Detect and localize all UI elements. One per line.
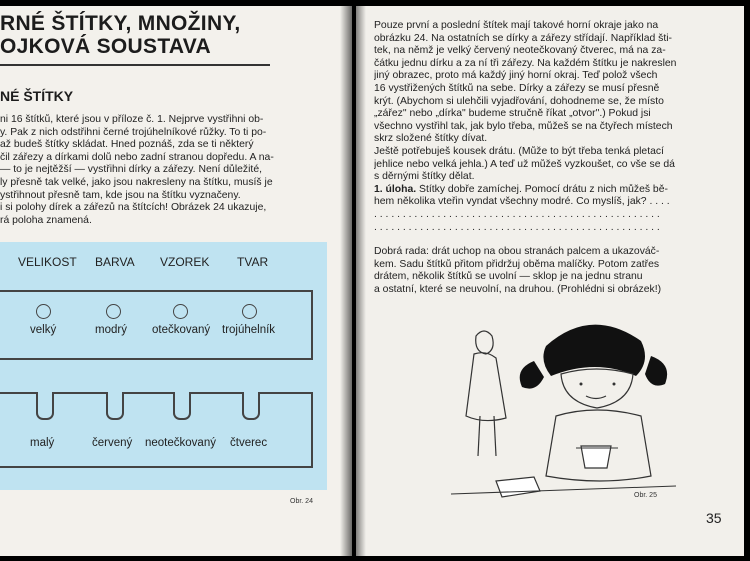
dotted-answer-line: . . . . . . . . . . . . . . . . . . . . . . . . . . . . . . . . . . . . . . . . . . . . . . . . . . [374, 208, 660, 220]
right-page [356, 6, 744, 556]
text-line: tek, na němž je velký červený neotečkovaný čtverec, má na za- [374, 45, 666, 57]
text-line: — to je nejtěžší — vystřihni dírky a zářezy. Není důležité, [0, 164, 262, 176]
page-number: 35 [706, 510, 722, 526]
card-top-edge [0, 290, 312, 292]
notch-icon [242, 392, 260, 420]
hole-icon [242, 304, 257, 319]
text-line: ly přesně tak velké, jako jsou nakresleny na štítku, musíš je [0, 176, 273, 188]
title-divider [0, 64, 270, 66]
right-text [374, 20, 738, 296]
card-right-edge [311, 290, 313, 360]
left-paragraph [0, 114, 330, 227]
text-line: „zářez" nebo „dírka" budeme stručně říkat „otvor".) Pokud jsi [374, 108, 651, 120]
book-gutter [340, 0, 366, 561]
notch-icon [173, 392, 191, 420]
text-line: ni 16 štítků, které jsou v příloze č. 1. Nejprve vystřihni ob- [0, 114, 264, 125]
hole-icon [106, 304, 121, 319]
dotted-answer-line: . . . . . . . . . . . . . . . . . . . . . . . . . . . . . . . . . . . . . . . . . . . . . . . . . . [374, 221, 660, 233]
text-line: ystřihnout přesně tam, kde jsou na štítku vyznačeny. [0, 189, 241, 201]
text-line: jiný obrazec, proto má každý jiný horní okraj. Teď polož všech [374, 70, 658, 82]
text-line: Ještě potřebuješ kousek drátu. (Může to být třeba tenká pletací [374, 145, 664, 157]
text-line: skrz složené štítky dívat. [374, 133, 488, 145]
text-line: všechno vystřihl tak, jak bylo třeba, můžeš se na čtyřech místech [374, 120, 673, 132]
notched-card-bottom-edge [0, 466, 312, 468]
notch-label: neotečkovaný [145, 437, 216, 449]
hole-icon [173, 304, 188, 319]
left-page [0, 6, 352, 556]
figure-caption: Obr. 24 [290, 498, 313, 505]
task-line [374, 184, 738, 197]
chapter-title-line-2: OJKOVÁ SOUSTAVA [0, 35, 212, 58]
hole-label: trojúhelník [222, 324, 276, 336]
chapter-title-line-1: RNÉ ŠTÍTKY, MNOŽINY, [0, 12, 241, 35]
text-line: krýt. (Abychom si ulehčili vyjadřování, dohodneme se, že místo [374, 95, 664, 107]
text-line: až budeš štítky skládat. Hned poznáš, zda se ti některý [0, 139, 254, 151]
hole-label: otečkovaný [152, 324, 211, 336]
text-line: čil zářezy a dírkami dolů nebo zadní stranou dopředu. A na- [0, 151, 274, 163]
hole-icon [36, 304, 51, 319]
punch-card-figure [0, 242, 327, 490]
text-line: jehlice nebo velká jehla.) A teď už můžeš vyzkoušet, co vše se dá [374, 158, 675, 170]
girl-with-cards-illustration [436, 306, 686, 506]
text-line: a ostatní, které se neuvolní, na druhou. (Prohlédni si obrázek!) [374, 283, 662, 295]
figure-header-pattern: VZOREK [160, 255, 210, 269]
text-line: Pouze první a poslední štítek mají takové horní okraje jako na [374, 20, 659, 31]
text-line: Dobrá rada: drát uchop na obou stranách palcem a ukazováč- [374, 246, 660, 258]
figure-header-shape: TVAR [237, 255, 269, 269]
hole-label: velký [30, 324, 57, 336]
text-line: kem. Sadu štítků přitom přidržuj oběma malíčky. Potom zatřes [374, 258, 660, 270]
text-line: drátem, několik štítků se uvolní — sklop je na jednu stranu [374, 271, 643, 283]
notch-icon [106, 392, 124, 420]
notch-label: červený [92, 437, 133, 449]
card-bottom-edge [0, 358, 312, 360]
text-line: obrázku 24. Na ostatních se dírky a zářezy střídají. Například šti- [374, 32, 672, 44]
text-line: i si polohy dírek a zářezů na štítcích! Obrázek 24 ukazuje, [0, 202, 267, 214]
text-line: y. Pak z nich odstřihni černé trojúhelníkové růžky. To ti po- [0, 126, 267, 138]
notch-icon [36, 392, 54, 420]
section-heading: NÉ ŠTÍTKY [0, 88, 74, 104]
chapter-title [0, 12, 241, 58]
text-line: 16 vystřižených štítků na sebe. Dírky a zářezy se musí přesně [374, 82, 660, 94]
text-line: rá poloha znamená. [0, 214, 92, 226]
task-label: 1. úloha. [374, 183, 417, 195]
figure-header-size: VELIKOST [18, 255, 77, 269]
notch-label: malý [30, 437, 55, 449]
hole-label: modrý [95, 324, 127, 336]
figure-header-color: BARVA [95, 255, 135, 269]
figure-caption: Obr. 25 [634, 492, 657, 499]
text-line: hem několika vteřin vyndat všechny modré. Co myslíš, jak? . . . . [374, 196, 670, 208]
notch-label: čtverec [230, 437, 268, 449]
text-line: s děrnými štítky dělat. [374, 171, 475, 183]
task-text: Štítky dobře zamíchej. Pomocí drátu z nich můžeš bě- [416, 183, 668, 195]
text-line: čátku jednu dírku a za ní tři zářezy. Na každém štítku je nakreslen [374, 57, 677, 69]
notched-card-right-edge [311, 392, 313, 468]
